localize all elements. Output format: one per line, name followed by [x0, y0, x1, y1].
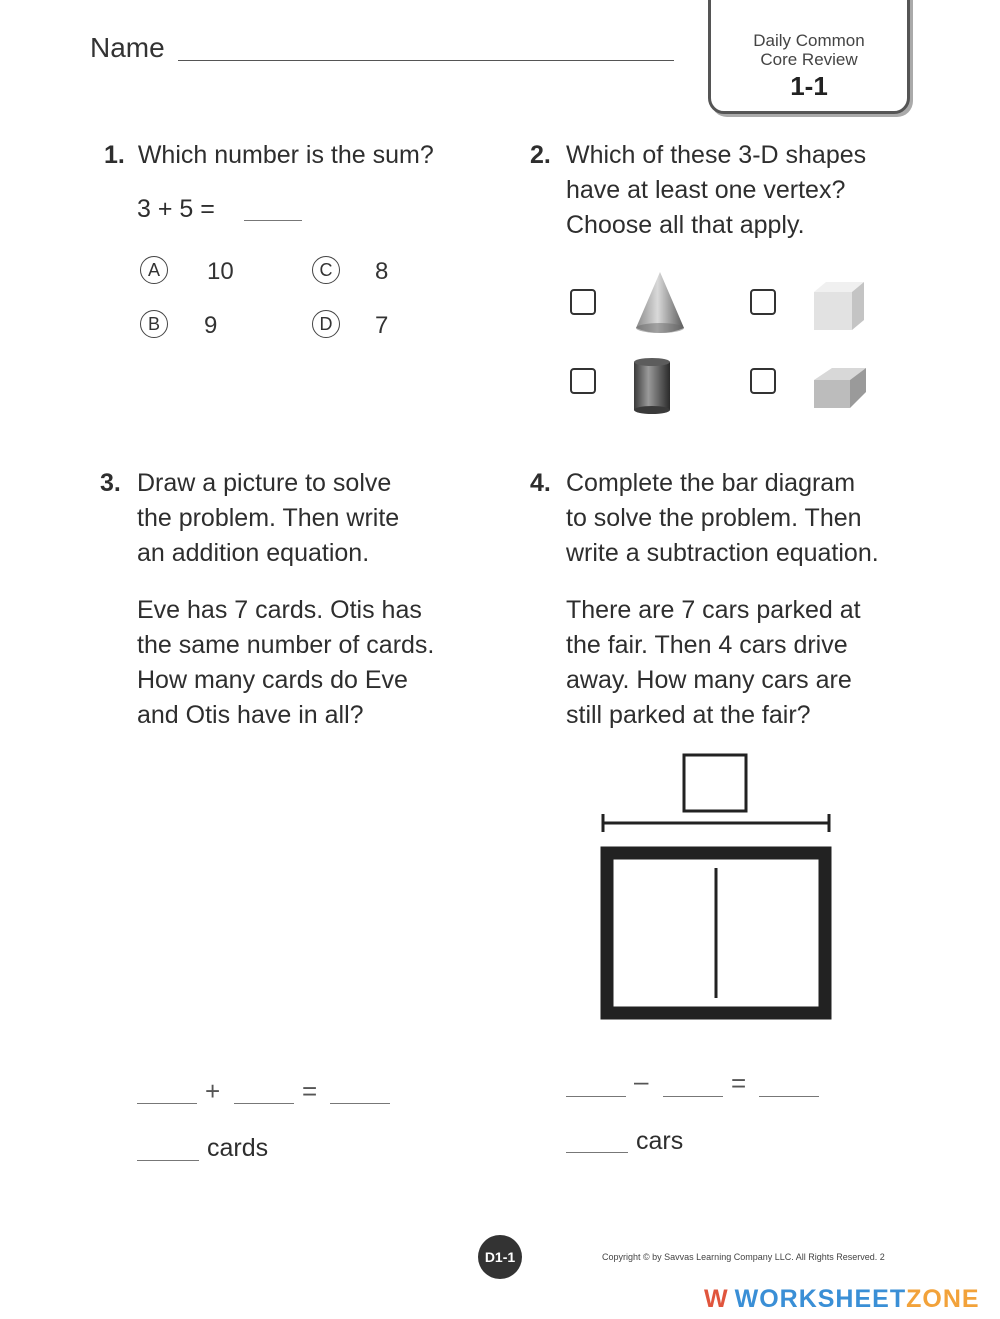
- minus-sign: –: [634, 1066, 649, 1096]
- cylinder-icon: [630, 356, 674, 416]
- q3-story-line: the same number of cards.: [137, 631, 435, 659]
- option-b-value: 9: [204, 312, 218, 339]
- q3-story-line: Eve has 7 cards. Otis has: [137, 596, 422, 624]
- q1-answer-blank[interactable]: [244, 220, 302, 221]
- q4-prompt-line: to solve the problem. Then: [566, 504, 862, 532]
- option-b-bubble[interactable]: B: [140, 310, 168, 338]
- q4-prompt: [566, 466, 879, 571]
- option-c-bubble[interactable]: C: [312, 256, 340, 284]
- q3-prompt-line: the problem. Then write: [137, 504, 400, 532]
- q1-equation: 3 + 5 =: [137, 195, 215, 223]
- q1-prompt: Which number is the sum?: [137, 141, 434, 169]
- q2-prompt-line: Which of these 3-D shapes: [566, 141, 867, 169]
- q2-number: 2.: [530, 141, 551, 169]
- q2-checkbox-cube[interactable]: [750, 289, 776, 315]
- badge-line2: Core Review: [760, 50, 858, 69]
- rectangular-prism-icon: [810, 362, 870, 412]
- q4-prompt-line: Complete the bar diagram: [566, 469, 856, 497]
- q3-prompt: [137, 466, 399, 571]
- cone-icon: [632, 270, 688, 336]
- q4-cars-blank[interactable]: [566, 1152, 628, 1153]
- plus-sign: +: [205, 1076, 221, 1106]
- brand-main: WORKSHEET: [734, 1285, 907, 1313]
- bar-diagram: [598, 752, 834, 1022]
- badge-code: 1-1: [790, 71, 828, 101]
- q3-story: [137, 593, 434, 733]
- brand-w-mark: W: [704, 1285, 729, 1313]
- q3-prompt-line: an addition equation.: [137, 539, 370, 567]
- q4-prompt-line: write a subtraction equation.: [566, 539, 879, 567]
- q3-addend2-blank[interactable]: [234, 1103, 294, 1104]
- badge-line1: Daily Common: [753, 31, 865, 50]
- review-badge: [708, 0, 910, 114]
- q3-prompt-line: Draw a picture to solve: [137, 469, 392, 497]
- q2-checkbox-prism[interactable]: [750, 368, 776, 394]
- q1-block: [104, 138, 434, 173]
- q3-story-line: How many cards do Eve: [137, 666, 408, 694]
- q2-prompt: [566, 138, 866, 243]
- q4-subtrahend-blank[interactable]: [663, 1096, 723, 1097]
- q4-minuend-blank[interactable]: [566, 1096, 626, 1097]
- q4-unit-label: cars: [636, 1127, 684, 1155]
- option-d-value: 7: [375, 312, 389, 339]
- q3-unit-label: cards: [207, 1134, 269, 1162]
- q2-checkbox-cone[interactable]: [570, 289, 596, 315]
- q1-number: 1.: [104, 141, 125, 169]
- brand-zone: ZONE: [906, 1285, 980, 1313]
- q2-prompt-line: Choose all that apply.: [566, 211, 805, 239]
- equals-sign: =: [731, 1068, 747, 1098]
- q4-story-line: still parked at the fair?: [566, 701, 811, 729]
- q3-cards-blank[interactable]: [137, 1160, 199, 1161]
- q4-story-line: There are 7 cars parked at: [566, 596, 861, 624]
- q3-addend1-blank[interactable]: [137, 1103, 197, 1104]
- q4-number: 4.: [530, 469, 551, 497]
- q3-number: 3.: [100, 469, 121, 497]
- q4-story-line: the fair. Then 4 cars drive: [566, 631, 848, 659]
- cube-icon: [810, 278, 868, 334]
- q4-story-line: away. How many cars are: [566, 666, 852, 694]
- q4-story: [566, 593, 861, 733]
- name-label: Name: [90, 32, 165, 63]
- page-code-badge: D1-1: [478, 1235, 522, 1279]
- brand-logo: [704, 1285, 980, 1314]
- name-input-line[interactable]: [178, 60, 674, 61]
- copyright-text: Copyright © by Savvas Learning Company LLC. All Rights Reserved. 2: [602, 1252, 885, 1262]
- q3-sum-blank[interactable]: [330, 1103, 390, 1104]
- q2-prompt-line: have at least one vertex?: [566, 176, 846, 204]
- q4-difference-blank[interactable]: [759, 1096, 819, 1097]
- option-a-bubble[interactable]: A: [140, 256, 168, 284]
- q3-story-line: and Otis have in all?: [137, 701, 364, 729]
- q2-checkbox-cylinder[interactable]: [570, 368, 596, 394]
- bar-diagram-total-box[interactable]: [684, 755, 746, 811]
- option-a-value: 10: [207, 258, 234, 285]
- option-d-bubble[interactable]: D: [312, 310, 340, 338]
- option-c-value: 8: [375, 258, 389, 285]
- equals-sign: =: [302, 1076, 318, 1106]
